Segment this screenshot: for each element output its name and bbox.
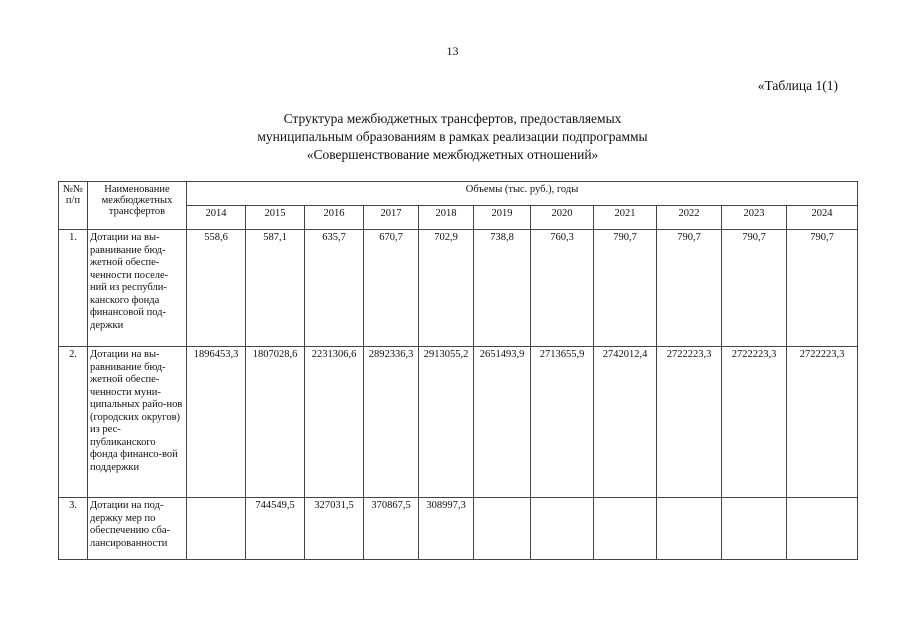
row-value: 760,3	[531, 230, 594, 347]
year-header: 2014	[187, 206, 246, 230]
table-reference: «Таблица 1(1)	[757, 78, 838, 93]
row-value: 670,7	[364, 230, 419, 347]
row-name: Дотации на под-держку мер по обеспечению сба-лансированности	[88, 498, 187, 560]
row-value: 327031,5	[305, 498, 364, 560]
year-header: 2022	[657, 206, 722, 230]
row-value: 308997,3	[419, 498, 474, 560]
year-header: 2021	[594, 206, 657, 230]
row-value: 1807028,6	[246, 347, 305, 498]
row-value: 635,7	[305, 230, 364, 347]
row-number: 2.	[59, 347, 88, 498]
year-header: 2016	[305, 206, 364, 230]
row-value	[531, 498, 594, 560]
row-value: 2892336,3	[364, 347, 419, 498]
row-value	[594, 498, 657, 560]
year-header: 2015	[246, 206, 305, 230]
row-name: Дотации на вы-равнивание бюд-жетной обеспе-ченности муни-ципальных райо-нов (городских округов) из рес-публиканского фонда финансо-вой поддержки	[88, 347, 187, 498]
row-value: 370867,5	[364, 498, 419, 560]
row-value: 790,7	[657, 230, 722, 347]
row-value: 738,8	[474, 230, 531, 347]
document-title	[0, 110, 905, 164]
title-line: муниципальным образованиям в рамках реализации подпрограммы	[257, 129, 648, 144]
title-line: Структура межбюджетных трансфертов, предоставляемых	[283, 111, 622, 126]
year-header: 2024	[787, 206, 858, 230]
row-value: 702,9	[419, 230, 474, 347]
table-row	[59, 230, 858, 347]
year-header: 2018	[419, 206, 474, 230]
row-value: 1896453,3	[187, 347, 246, 498]
row-value: 2651493,9	[474, 347, 531, 498]
row-value: 2231306,6	[305, 347, 364, 498]
row-value: 2742012,4	[594, 347, 657, 498]
row-value: 790,7	[787, 230, 858, 347]
row-number: 3.	[59, 498, 88, 560]
row-number: 1.	[59, 230, 88, 347]
row-value: 2713655,9	[531, 347, 594, 498]
header-name: Наименование межбюджетных трансфертов	[88, 182, 187, 230]
page-number: 13	[446, 44, 459, 58]
transfers-table	[58, 181, 858, 560]
table-row	[59, 347, 858, 498]
row-value: 2722223,3	[657, 347, 722, 498]
row-value: 2913055,2	[419, 347, 474, 498]
row-value: 2722223,3	[722, 347, 787, 498]
row-value	[722, 498, 787, 560]
row-value: 558,6	[187, 230, 246, 347]
row-value: 790,7	[722, 230, 787, 347]
row-value	[187, 498, 246, 560]
table-row	[59, 498, 858, 560]
title-line: «Совершенствование межбюджетных отношений»	[306, 147, 599, 162]
row-value	[657, 498, 722, 560]
row-value: 2722223,3	[787, 347, 858, 498]
year-header: 2020	[531, 206, 594, 230]
header-number: №№ п/п	[59, 182, 88, 230]
row-value: 790,7	[594, 230, 657, 347]
row-value: 587,1	[246, 230, 305, 347]
row-value	[787, 498, 858, 560]
row-name: Дотации на вы-равнивание бюд-жетной обеспе-ченности поселе-ний из республи-канского фонда финансовой под-держки	[88, 230, 187, 347]
row-value	[474, 498, 531, 560]
year-header: 2019	[474, 206, 531, 230]
header-volumes: Объемы (тыс. руб.), годы	[187, 182, 858, 206]
year-header: 2023	[722, 206, 787, 230]
year-header: 2017	[364, 206, 419, 230]
row-value: 744549,5	[246, 498, 305, 560]
